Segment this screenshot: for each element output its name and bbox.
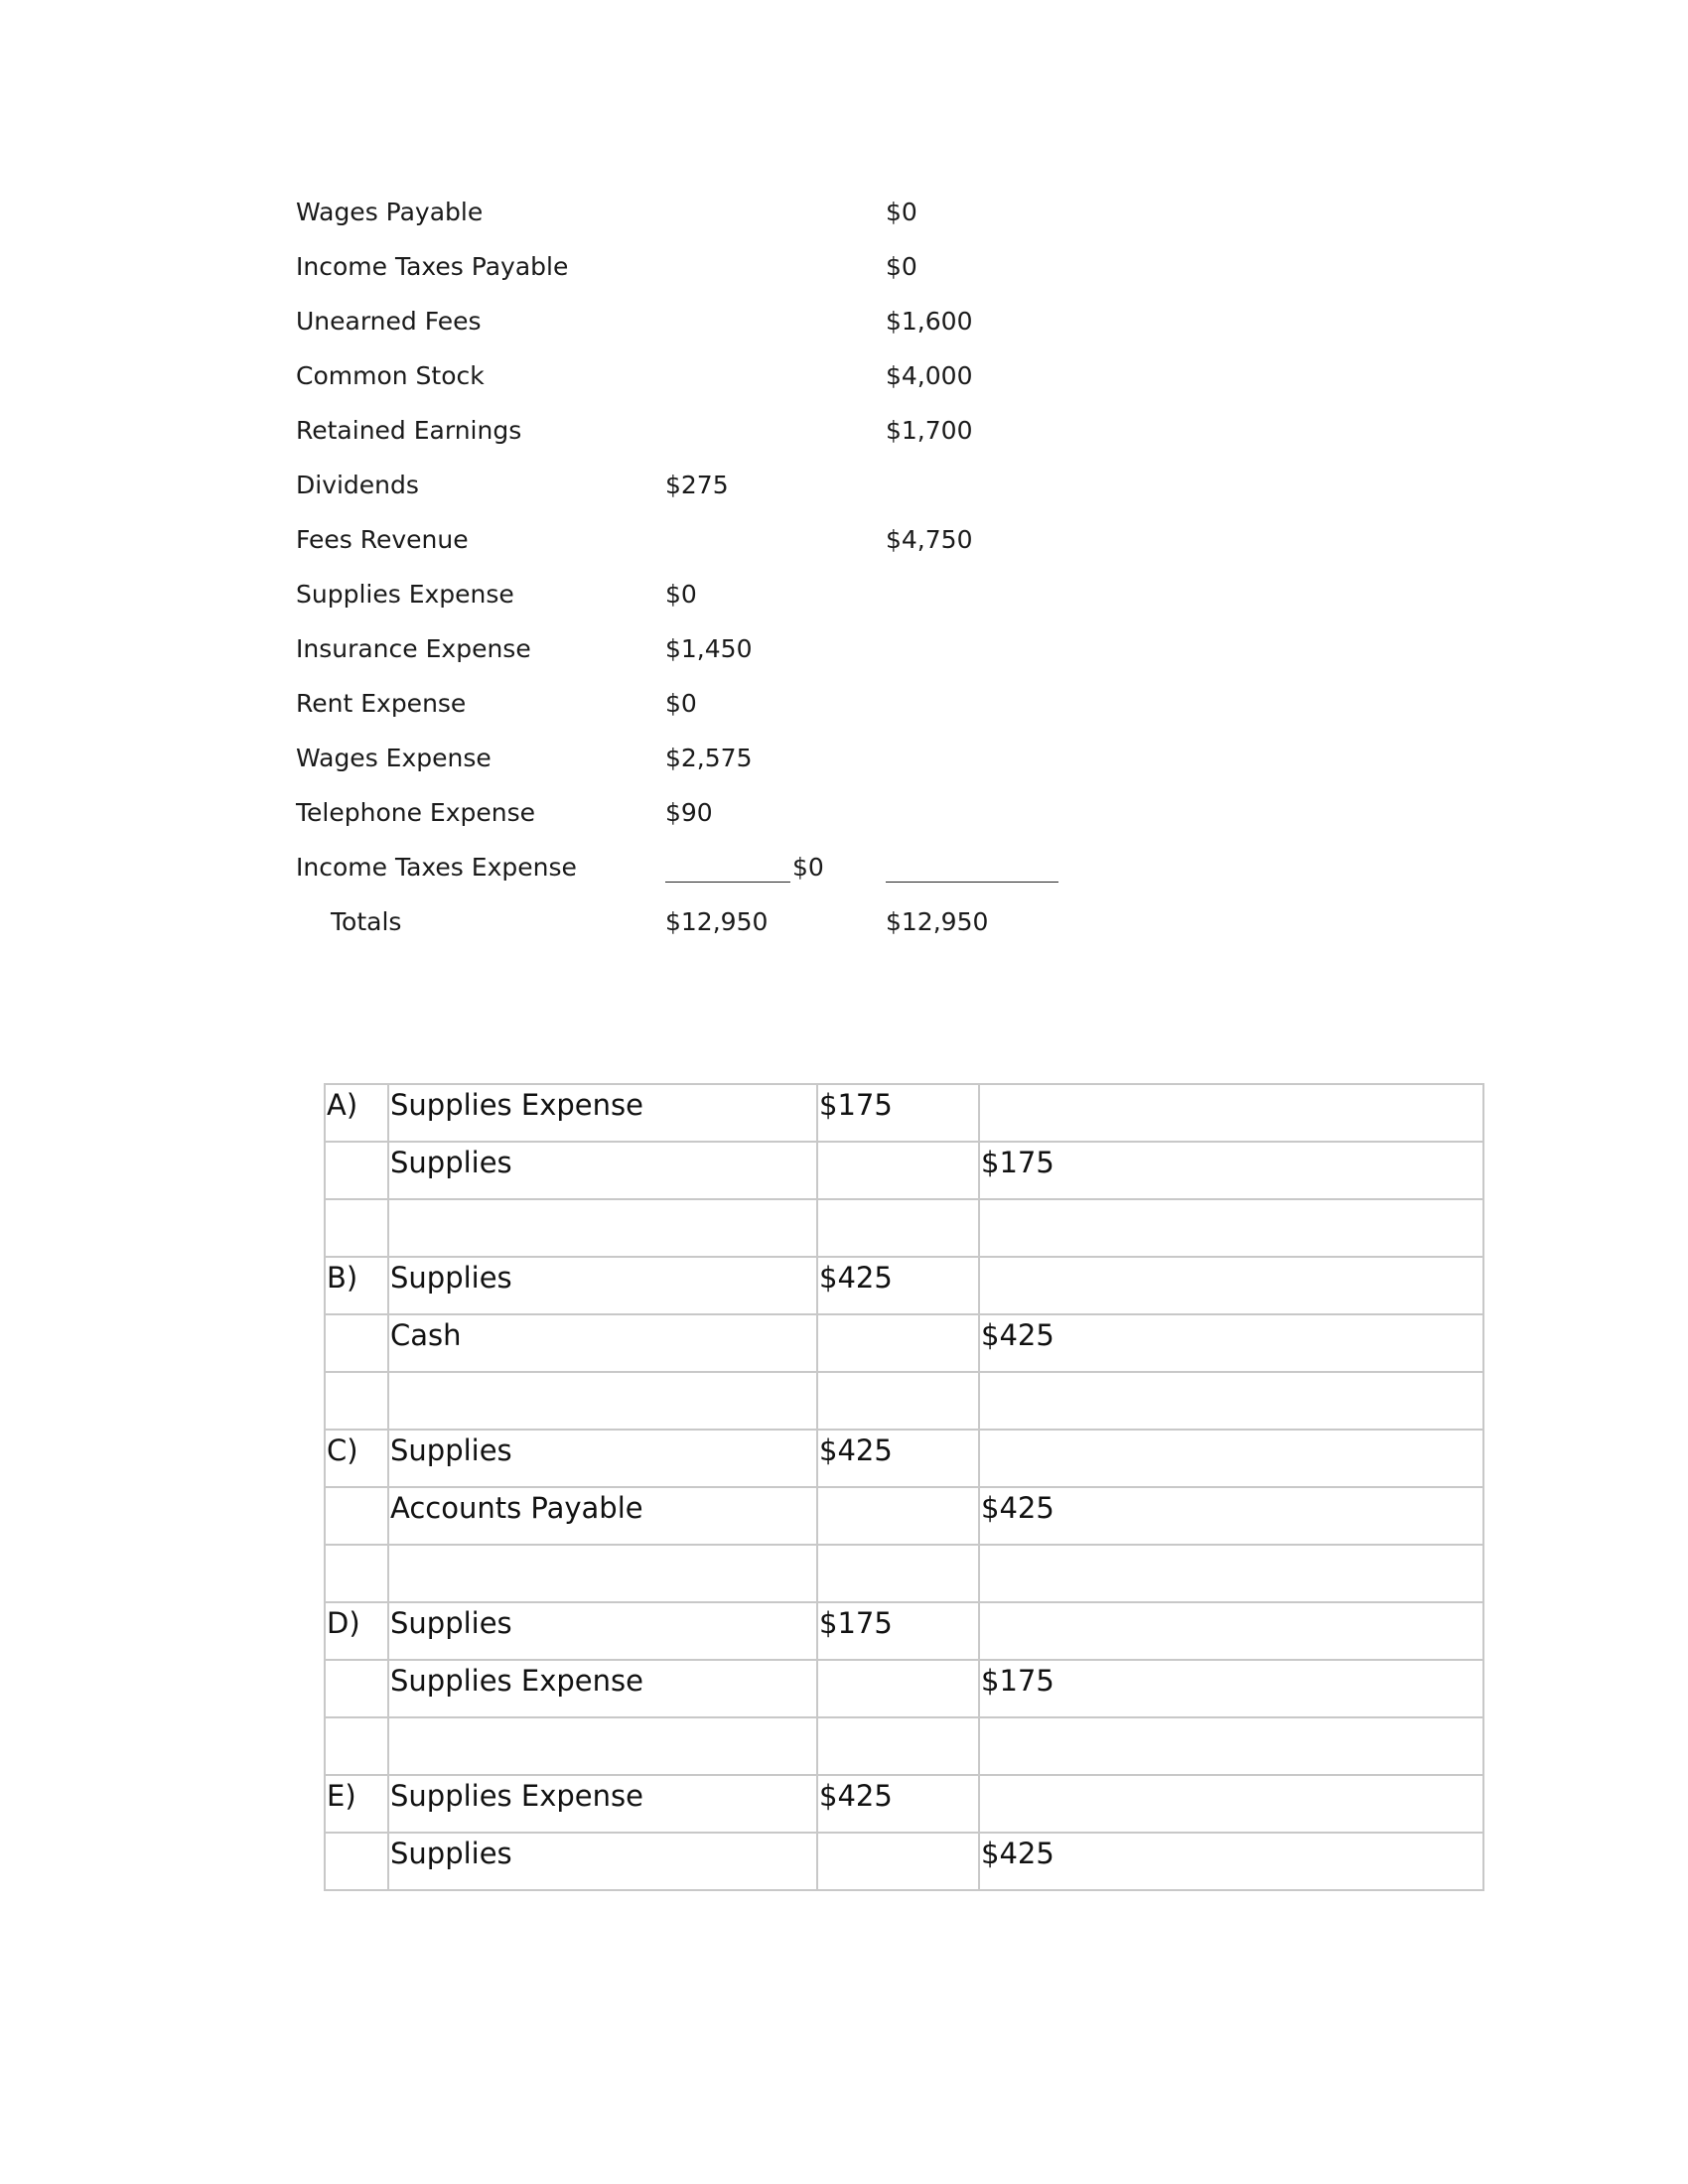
account-name: Supplies Expense — [296, 580, 514, 609]
debit-amount: $175 — [817, 1602, 979, 1660]
spacer-row — [325, 1199, 1483, 1257]
debit-total: $12,950 — [665, 907, 769, 936]
empty-cell — [979, 1775, 1483, 1833]
account-name: Telephone Expense — [296, 798, 536, 827]
choice-credit-row — [325, 1314, 1483, 1372]
account-name: Retained Earnings — [296, 416, 522, 445]
debit-account: Supplies Expense — [388, 1775, 817, 1833]
trial-balance-row — [296, 741, 1090, 795]
credit-account: Accounts Payable — [388, 1487, 817, 1545]
credit-amount: $4,750 — [886, 525, 973, 554]
credit-amount: $425 — [979, 1314, 1483, 1372]
trial-balance-row — [296, 358, 1090, 413]
account-name: Wages Payable — [296, 198, 484, 226]
debit-amount: $90 — [665, 798, 713, 827]
empty-cell — [817, 1142, 979, 1199]
empty-cell — [817, 1487, 979, 1545]
trial-balance-row — [296, 577, 1090, 631]
choice-letter: D) — [325, 1602, 388, 1660]
debit-account: Supplies Expense — [388, 1084, 817, 1142]
trial-balance-row — [296, 413, 1090, 468]
empty-cell — [325, 1833, 388, 1890]
choice-credit-row — [325, 1142, 1483, 1199]
empty-cell — [325, 1660, 388, 1717]
trial-balance — [296, 195, 1090, 959]
debit-amount: $2,575 — [665, 744, 753, 772]
account-name: Wages Expense — [296, 744, 492, 772]
credit-amount: $425 — [979, 1833, 1483, 1890]
account-name: Income Taxes Payable — [296, 252, 569, 281]
empty-cell — [325, 1314, 388, 1372]
empty-cell — [979, 1602, 1483, 1660]
debit-amount: $1,450 — [665, 634, 753, 663]
debit-underline — [665, 882, 790, 883]
credit-underline — [886, 882, 1058, 883]
credit-amount: $0 — [886, 252, 917, 281]
credit-account: Supplies — [388, 1833, 817, 1890]
debit-account: Supplies — [388, 1430, 817, 1487]
spacer-row — [325, 1717, 1483, 1775]
debit-amount: $0 — [665, 689, 697, 718]
choice-debit-row — [325, 1775, 1483, 1833]
choice-debit-row — [325, 1602, 1483, 1660]
empty-cell — [979, 1257, 1483, 1314]
debit-amount: $0 — [665, 580, 697, 609]
account-name: Insurance Expense — [296, 634, 531, 663]
debit-account: Supplies — [388, 1602, 817, 1660]
choice-letter: B) — [325, 1257, 388, 1314]
trial-balance-row — [296, 304, 1090, 358]
account-name: Dividends — [296, 471, 419, 499]
trial-balance-row — [296, 795, 1090, 850]
empty-cell — [817, 1314, 979, 1372]
choice-credit-row — [325, 1660, 1483, 1717]
choice-letter: C) — [325, 1430, 388, 1487]
account-name: Unearned Fees — [296, 307, 482, 336]
credit-account: Supplies Expense — [388, 1660, 817, 1717]
trial-balance-row — [296, 850, 1090, 904]
trial-balance-row — [296, 686, 1090, 741]
credit-amount: $4,000 — [886, 361, 973, 390]
trial-balance-row — [296, 631, 1090, 686]
choice-credit-row — [325, 1833, 1483, 1890]
debit-amount: $425 — [817, 1257, 979, 1314]
debit-amount: $275 — [665, 471, 729, 499]
spacer-row — [325, 1372, 1483, 1430]
account-name: Rent Expense — [296, 689, 467, 718]
credit-account: Cash — [388, 1314, 817, 1372]
totals-row — [296, 904, 1090, 959]
choice-debit-row — [325, 1084, 1483, 1142]
trial-balance-row — [296, 249, 1090, 304]
choice-debit-row — [325, 1430, 1483, 1487]
credit-amount: $175 — [979, 1142, 1483, 1199]
credit-amount: $425 — [979, 1487, 1483, 1545]
trial-balance-row — [296, 468, 1090, 522]
credit-amount: $175 — [979, 1660, 1483, 1717]
debit-amount: $425 — [817, 1430, 979, 1487]
account-name: Fees Revenue — [296, 525, 469, 554]
choice-letter: A) — [325, 1084, 388, 1142]
empty-cell — [325, 1142, 388, 1199]
credit-amount: $0 — [886, 198, 917, 226]
empty-cell — [979, 1430, 1483, 1487]
debit-account: Supplies — [388, 1257, 817, 1314]
trial-balance-row — [296, 522, 1090, 577]
debit-amount: $425 — [817, 1775, 979, 1833]
choice-letter: E) — [325, 1775, 388, 1833]
empty-cell — [817, 1833, 979, 1890]
empty-cell — [325, 1487, 388, 1545]
credit-amount: $1,600 — [886, 307, 973, 336]
credit-account: Supplies — [388, 1142, 817, 1199]
answer-choices-table — [324, 1083, 1484, 1891]
account-name: Income Taxes Expense — [296, 853, 577, 882]
totals-label: Totals — [331, 907, 402, 936]
debit-amount: $175 — [817, 1084, 979, 1142]
trial-balance-row — [296, 195, 1090, 249]
account-name: Common Stock — [296, 361, 485, 390]
choice-credit-row — [325, 1487, 1483, 1545]
credit-total: $12,950 — [886, 907, 989, 936]
empty-cell — [979, 1084, 1483, 1142]
choice-debit-row — [325, 1257, 1483, 1314]
debit-amount: $0 — [792, 853, 824, 882]
credit-amount: $1,700 — [886, 416, 973, 445]
spacer-row — [325, 1545, 1483, 1602]
empty-cell — [817, 1660, 979, 1717]
